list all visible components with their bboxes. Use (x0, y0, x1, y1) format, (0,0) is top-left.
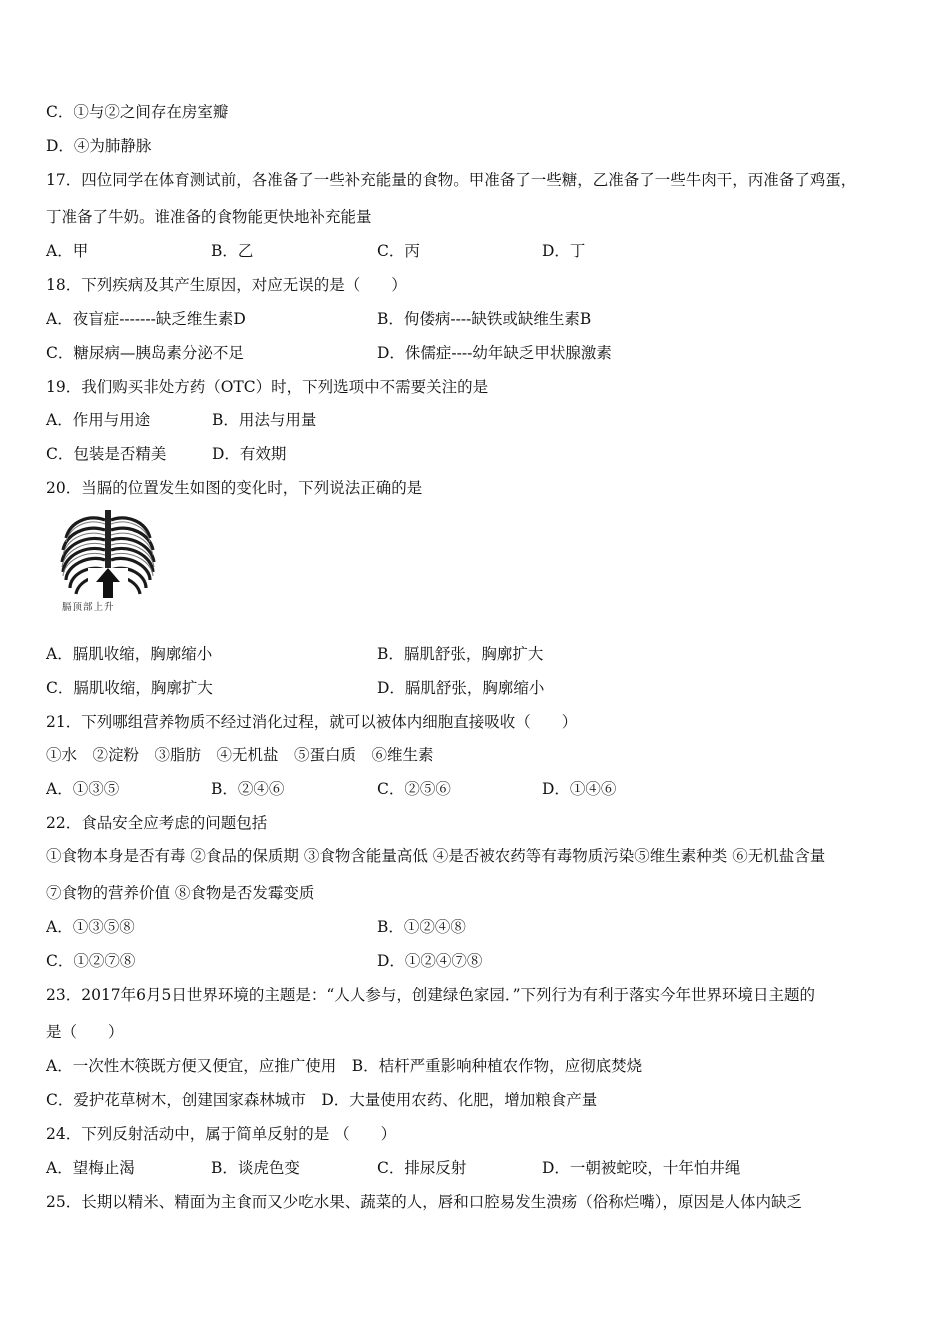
option-d-q16: D．④为肺静脉 (46, 137, 152, 155)
q22-option-c: C．①②⑦⑧ (46, 952, 136, 970)
question-21-items: ①水 ②淀粉 ③脂肪 ④无机盐 ⑤蛋白质 ⑥维生素 (46, 746, 434, 764)
question-17-line2: 丁准备了牛奶。谁准备的食物能更快地补充能量 (46, 208, 372, 226)
q18-option-a: A．夜盲症-------缺乏维生素D (46, 310, 246, 328)
q24-option-d: D．一朝被蛇咬，十年怕井绳 (542, 1159, 741, 1177)
question-22-items-1: ①食物本身是否有毒 ②食品的保质期 ③食物含能量高低 ④是否被农药等有毒物质污染⑤维生素种类 ⑥无机盐含量 (46, 847, 826, 865)
q20-option-d: D．膈肌舒张，胸廓缩小 (377, 679, 545, 697)
question-21: 21．下列哪组营养物质不经过消化过程，就可以被体内细胞直接吸收（ ） (46, 713, 578, 731)
q20-option-c: C．膈肌收缩，胸廓扩大 (46, 679, 213, 697)
q17-option-c: C．丙 (377, 242, 420, 260)
q20-option-b: B．膈肌舒张，胸廓扩大 (377, 645, 544, 663)
q18-option-d: D．侏儒症----幼年缺乏甲状腺激素 (377, 344, 612, 362)
q21-option-a: A．①③⑤ (46, 780, 120, 798)
question-22: 22．食品安全应考虑的问题包括 (46, 814, 268, 832)
q21-option-b: B．②④⑥ (211, 780, 285, 798)
q19-option-b: B．用法与用量 (212, 411, 317, 429)
question-20: 20．当膈的位置发生如图的变化时，下列说法正确的是 (46, 479, 423, 497)
option-c-q16: C．①与②之间存在房室瓣 (46, 103, 229, 121)
q24-option-b: B．谈虎色变 (211, 1159, 300, 1177)
q19-option-a: A．作用与用途 (46, 411, 151, 429)
q18-option-b: B．佝偻病----缺铁或缺维生素B (377, 310, 592, 328)
q17-option-a: A．甲 (46, 242, 89, 260)
question-17-line1: 17．四位同学在体育测试前，各准备了一些补充能量的食物。甲准备了一些糖，乙准备了一些牛肉干，丙准备了鸡蛋， (46, 171, 857, 189)
question-23-options-cd: C．爱护花草树木，创建国家森林城市 D．大量使用农药、化肥，增加粮食产量 (46, 1091, 598, 1109)
question-25: 25．长期以精米、精面为主食而又少吃水果、蔬菜的人，唇和口腔易发生溃疡（俗称烂嘴），原因是人体内缺乏 (46, 1193, 802, 1211)
q17-option-d: D．丁 (542, 242, 586, 260)
question-18: 18．下列疾病及其产生原因，对应无误的是（ ） (46, 276, 407, 294)
q24-option-a: A．望梅止渴 (46, 1159, 135, 1177)
q17-option-b: B．乙 (211, 242, 254, 260)
q20-option-a: A．膈肌收缩，胸廓缩小 (46, 645, 213, 663)
q21-option-c: C．②⑤⑥ (377, 780, 451, 798)
q19-option-d: D．有效期 (212, 445, 287, 463)
figure-caption: 膈顶部上升 (62, 602, 115, 613)
question-22-items-2: ⑦食物的营养价值 ⑧食物是否发霉变质 (46, 884, 315, 902)
q21-option-d: D．①④⑥ (542, 780, 617, 798)
q19-option-c: C．包装是否精美 (46, 445, 167, 463)
question-19: 19．我们购买非处方药（OTC）时，下列选项中不需要关注的是 (46, 378, 489, 396)
q22-option-a: A．①③⑤⑧ (46, 918, 135, 936)
question-23-options-ab: A．一次性木筷既方便又便宜，应推广使用 B．桔杆严重影响种植农作物，应彻底焚烧 (46, 1057, 643, 1075)
question-24: 24．下列反射活动中，属于简单反射的是 （ ） (46, 1125, 397, 1143)
q18-option-c: C．糖尿病—胰岛素分泌不足 (46, 344, 244, 362)
q24-option-c: C．排尿反射 (377, 1159, 467, 1177)
q22-option-d: D．①②④⑦⑧ (377, 952, 483, 970)
question-23-line2: 是（ ） (46, 1023, 124, 1041)
q22-option-b: B．①②④⑧ (377, 918, 466, 936)
question-23-line1: 23．2017年6月5日世界环境的主题是：“人人参与，创建绿色家园．”下列行为有利于落实今年世界环境日主题的 (46, 986, 815, 1004)
